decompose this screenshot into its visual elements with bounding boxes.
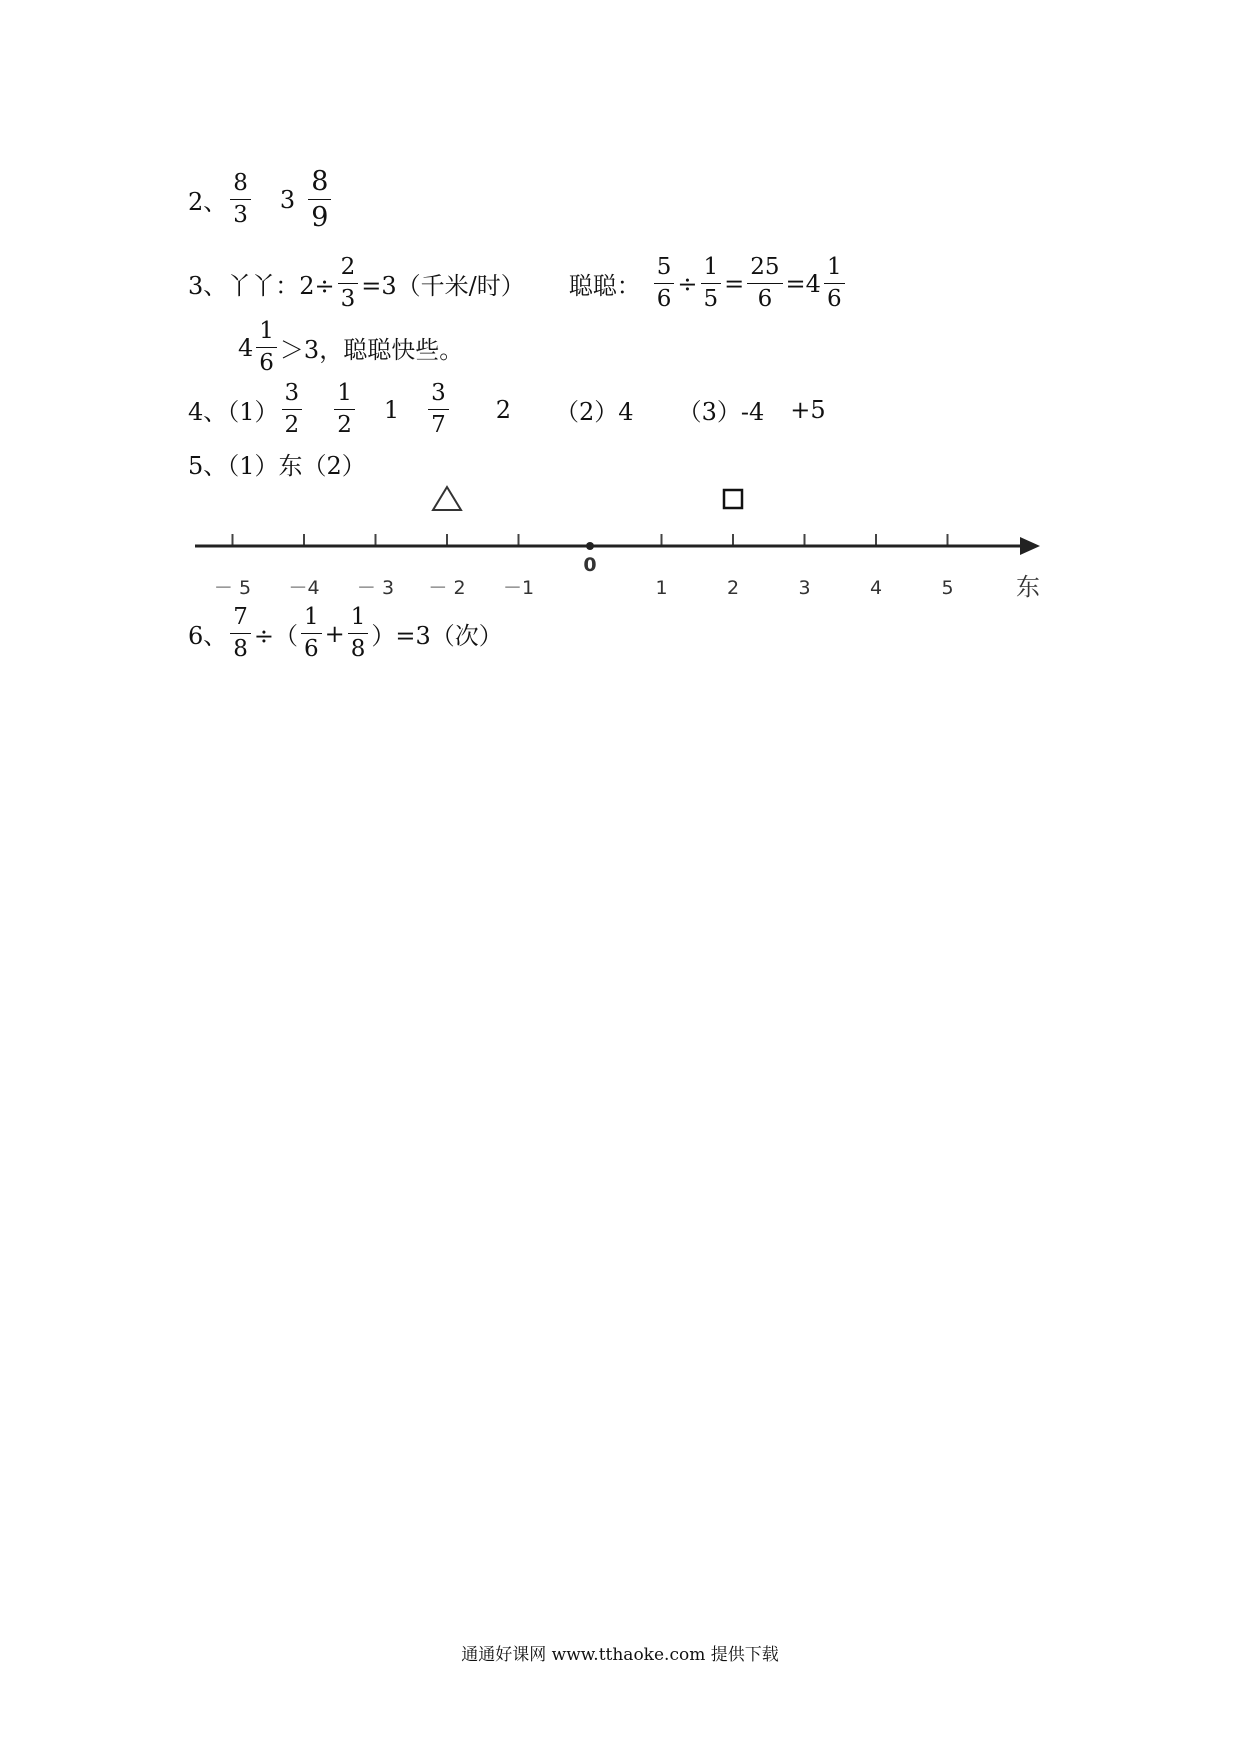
operator: = (724, 269, 745, 298)
direction-label: 东 (1016, 573, 1040, 601)
tick-label: －1 (502, 577, 535, 599)
tick-label: 3 (798, 577, 811, 599)
answer-3-conclusion (238, 320, 463, 375)
tick-label: － 3 (356, 577, 395, 599)
operator: ÷ (677, 269, 698, 298)
item-label: 5、（1）东（2） (188, 452, 366, 480)
answer-2 (188, 168, 334, 231)
conclusion-text: ＞3，聪聪快些。 (279, 336, 464, 364)
fraction: $\frac{5}{6}$ (654, 256, 675, 311)
result: =3（千米/时） (361, 272, 525, 300)
origin-dot (586, 542, 594, 550)
mixed-number: 4 $\frac{1}{6}$ (238, 320, 280, 375)
tick-label: 5 (941, 577, 954, 599)
name: 聪聪： (568, 272, 641, 300)
fraction: $\frac{1}{6}$ (824, 256, 845, 311)
operator: + (324, 619, 345, 648)
tick-label: 2 (726, 577, 740, 599)
value: 3 (279, 185, 296, 214)
tick-label: － 5 (213, 577, 252, 599)
square-marker (724, 490, 742, 508)
value: +5 (790, 395, 826, 424)
item-label: 3、丫丫：2÷ (188, 272, 335, 300)
fraction: $\frac{1}{6}$ (301, 606, 322, 661)
fraction: $\frac{1}{5}$ (701, 256, 722, 311)
tick-label: 0 (583, 554, 597, 576)
fraction: $\frac{7}{8}$ (230, 606, 251, 661)
result: ）=3（次） (371, 622, 503, 650)
item-label: 2、 (188, 188, 228, 216)
fraction: $\frac{1}{6}$ (256, 320, 277, 375)
answer-6 (188, 606, 503, 661)
fraction: $\frac{3}{7}$ (428, 382, 449, 437)
answer-5 (188, 446, 366, 481)
fraction: $\frac{25}{6}$ (747, 256, 782, 311)
fraction: $\frac{8}{9}$ (308, 168, 331, 231)
fraction: $\frac{3}{2}$ (282, 382, 303, 437)
operator: ÷（ (253, 622, 299, 650)
answer-3 (188, 256, 848, 311)
fraction: $\frac{8}{3}$ (230, 172, 251, 227)
operator: =4 (785, 269, 821, 298)
axis-arrowhead (1020, 537, 1040, 555)
tick-label: －4 (288, 577, 320, 599)
value: 1 (383, 395, 400, 424)
fraction: $\frac{2}{3}$ (338, 256, 359, 311)
number-line (190, 480, 1050, 610)
footer-text: 通通好课网 www.tthaoke.com 提供下载 (461, 1645, 779, 1665)
fraction: $\frac{1}{8}$ (348, 606, 369, 661)
answer-4 (188, 382, 826, 437)
tick-labels (214, 554, 954, 599)
part-2: （2）4 (555, 398, 634, 426)
item-label: 4、（1） (188, 398, 279, 426)
part-3: （3）-4 (677, 398, 765, 426)
item-label: 6、 (188, 622, 228, 650)
tick-label: － 2 (428, 577, 466, 599)
triangle-marker (433, 487, 461, 510)
tick-label: 1 (655, 577, 668, 599)
tick-label: 4 (869, 577, 883, 599)
fraction: $\frac{1}{2}$ (334, 382, 355, 437)
value: 2 (495, 395, 512, 424)
